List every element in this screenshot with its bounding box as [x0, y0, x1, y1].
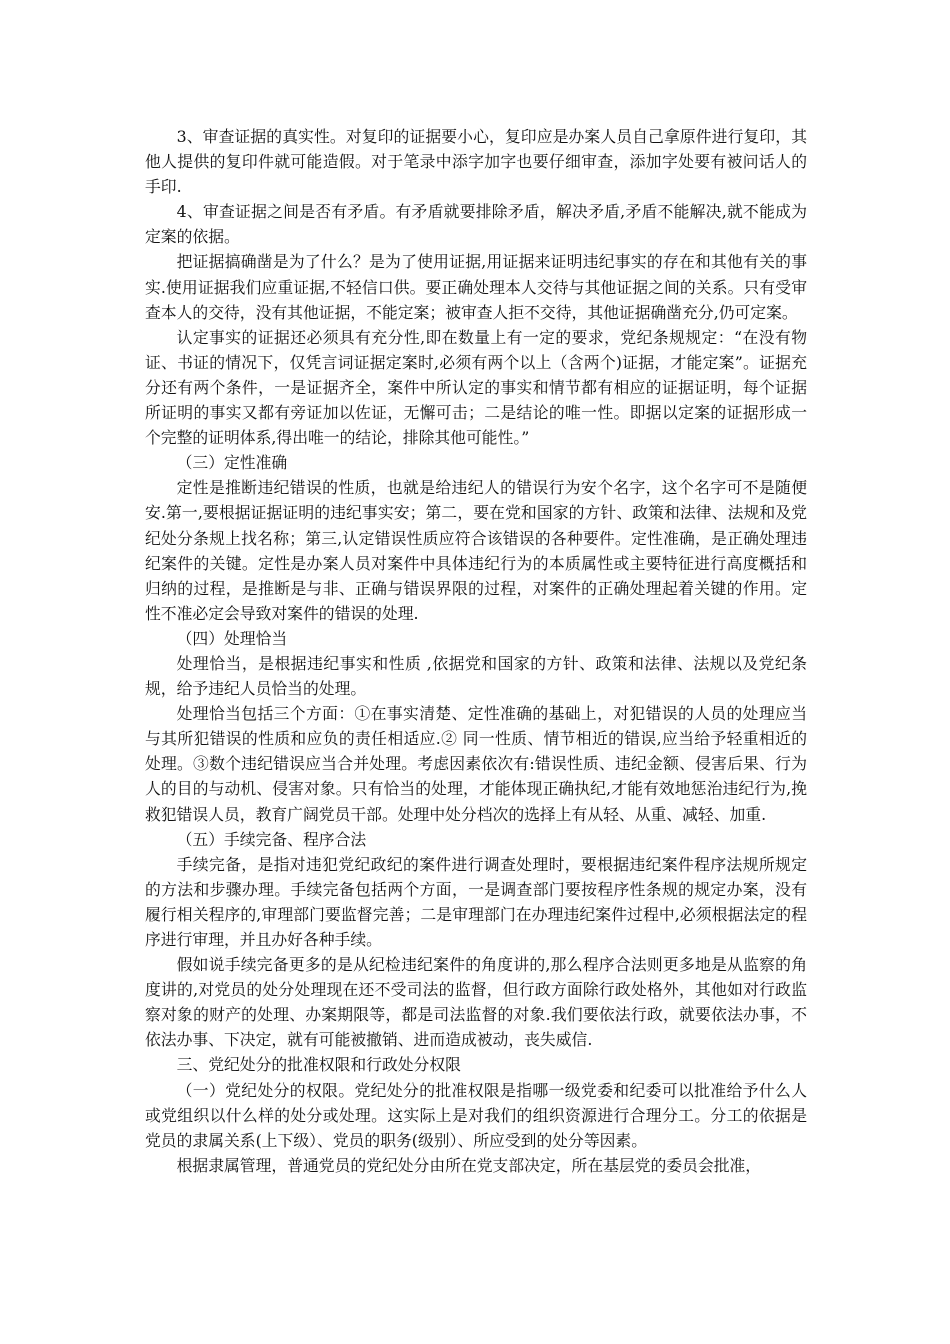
- chapter-heading-3: 三、党纪处分的批准权限和行政处分权限: [176, 1055, 461, 1075]
- section-heading-4: （四）处理恰当: [176, 628, 288, 648]
- paragraph-5: 定性是推断违纪错误的性质，也就是给违纪人的错误行为安个名字，这个名字可不是随便安.第一,要根据证据证明的违纪事实安；第二，要在党和国家的方针、政策和法律、法规和及党纪处分条规上找名称；第三,认定错误性质应符合该错误的各种要件。定性准确，是正确处理违纪案件的关键。定性是办案人员对案件中具体违纪行为的本质属性或主要特征进行高度概括和归纳的过程，是推断是与非、正确与错误界限的过程，对案件的正确处理起着关键的作用。定性不准必定会导致对案件的错误的处理.: [145, 478, 807, 623]
- section-heading-5: （五）手续完备、程序合法: [176, 829, 367, 849]
- paragraph-1: 3、审查证据的真实性。对复印的证据要小心，复印应是办案人员自己拿原件进行复印，其他人提供的复印件就可能造假。对于笔录中添字加字也要仔细审查，添加字处要有被问话人的手印.: [145, 127, 807, 197]
- paragraph-9: 假如说手续完备更多的是从纪检违纪案件的角度讲的,那么程序合法则更多地是从监察的角度讲的,对党员的处分处理现在还不受司法的监督，但行政方面除行政处格外，其他如对行政监察对象的财产的处理、办案期限等，都是司法监督的对象.我们要依法行政，就要依法办事，不依法办事、下决定，就有可能被撤销、进而造成被动，丧失威信.: [145, 955, 807, 1050]
- paragraph-10: （一）党纪处分的权限。党纪处分的批准权限是指哪一级党委和纪委可以批准给予什么人或党组织以什么样的处分或处理。这实际上是对我们的组织资源进行合理分工。分工的依据是党员的隶属关系(上下级）、党员的职务(级别）、所应受到的处分等因素。: [145, 1080, 807, 1150]
- section-heading-3: （三）定性准确: [176, 453, 288, 473]
- paragraph-3: 把证据搞确凿是为了什么？是为了使用证据,用证据来证明违纪事实的存在和其他有关的事实.使用证据我们应重证据,不轻信口供。要正确处理本人交待与其他证据之间的关系。只有受审查本人的交待，没有其他证据，不能定案；被审查人拒不交待，其他证据确凿充分,仍可定案。: [145, 252, 807, 322]
- paragraph-2: 4、审查证据之间是否有矛盾。有矛盾就要排除矛盾，解决矛盾,矛盾不能解决,就不能成为定案的依据。: [145, 202, 807, 247]
- paragraph-6: 处理恰当，是根据违纪事实和性质 ,依据党和国家的方针、政策和法律、法规以及党纪条规，给予违纪人员恰当的处理。: [145, 653, 807, 699]
- paragraph-4: 认定事实的证据还必须具有充分性,即在数量上有一定的要求，党纪条规规定：“在没有物证、书证的情况下，仅凭言词证据定案时,必须有两个以上（含两个)证据，才能定案”。证据充分还有两个条件，一是证据齐全，案件中所认定的事实和情节都有相应的证据证明，每个证据所证明的事实又都有旁证加以佐证，无懈可击；二是结论的唯一性。即据以定案的证据形成一个完整的证明体系,得出唯一的结论，排除其他可能性。”: [145, 327, 807, 448]
- document-body: [145, 124, 807, 1178]
- paragraph-11: 根据隶属管理，普通党员的党纪处分由所在党支部决定，所在基层党的委员会批准，: [176, 1155, 762, 1175]
- paragraph-8: 手续完备，是指对违犯党纪政纪的案件进行调查处理时，要根据违纪案件程序法规所规定的方法和步骤办理。手续完备包括两个方面，一是调查部门要按程序性条规的规定办案，没有履行相关程序的,审理部门要监督完善；二是审理部门在办理违纪案件过程中,必须根据法定的程序进行审理，并且办好各种手续。: [145, 854, 807, 949]
- paragraph-7: 处理恰当包括三个方面：①在事实清楚、定性准确的基础上，对犯错误的人员的处理应当与其所犯错误的性质和应负的责任相适应.② 同一性质、情节相近的错误,应当给予轻重相近的处理。③数个违纪错误应当合并处理。考虑因素依次有:错误性质、违纪金额、侵害后果、行为人的目的与动机、侵害对象。只有恰当的处理，才能体现正确执纪,才能有效地惩治违纪行为,挽救犯错误人员，教育广阔党员干部。处理中处分档次的选择上有从轻、从重、减轻、加重.: [145, 704, 807, 824]
